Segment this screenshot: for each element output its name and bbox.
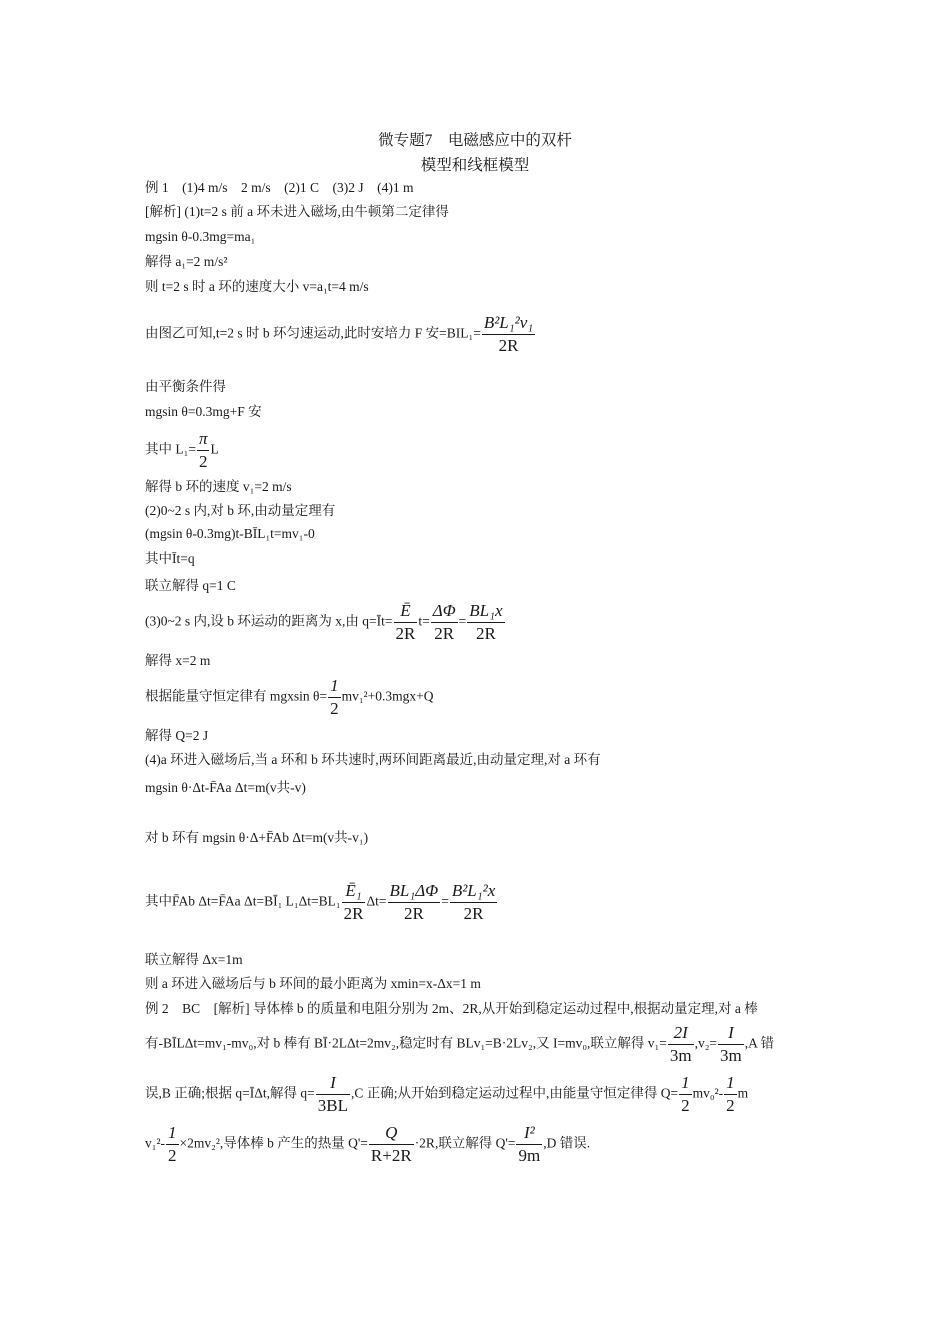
equation-text: = bbox=[441, 893, 449, 909]
fraction bbox=[197, 428, 210, 473]
fraction bbox=[450, 880, 498, 925]
fraction-numerator: 1 bbox=[724, 1072, 737, 1095]
equation-text: 有-BĪLΔt=mv₁-mv₀,对 b 棒有 BĪ·2LΔt=2mv₂,稳定时有 BLv₁=B·2Lv₂,又 I=mv₀,联立解得 v₁= bbox=[145, 1035, 667, 1051]
equation-text: 其中 L₁= bbox=[145, 441, 196, 457]
fraction bbox=[668, 1022, 694, 1067]
equation-text: m bbox=[737, 1085, 749, 1101]
equation-text: = bbox=[458, 613, 467, 629]
equation-text: ,A 错 bbox=[744, 1035, 775, 1051]
fraction-denominator: 2R bbox=[463, 904, 484, 923]
equation-text: ,C 正确;从开始到稳定运动过程中,由能量守恒定律得 Q= bbox=[351, 1085, 679, 1101]
equation-line: 联立解得 Δx=1m bbox=[145, 952, 243, 967]
fraction-denominator: 3m bbox=[720, 1046, 742, 1065]
fraction bbox=[342, 880, 366, 925]
fraction-numerator: 1 bbox=[679, 1072, 692, 1095]
fraction bbox=[369, 1122, 414, 1167]
equation-line: 解得 x=2 m bbox=[145, 653, 211, 668]
equation-text: 误,B 正确;根据 q=ĪΔt,解得 q= bbox=[145, 1085, 315, 1101]
equation-line-charge bbox=[145, 600, 506, 645]
equation-text: mv₁²+0.3mgx+Q bbox=[341, 688, 434, 704]
equation-line-l1 bbox=[145, 428, 219, 473]
fraction-denominator: 2 bbox=[726, 1096, 735, 1115]
example2-line-2 bbox=[145, 1022, 774, 1067]
equation-text: L bbox=[210, 441, 219, 457]
fraction-denominator: 2 bbox=[681, 1096, 690, 1115]
fraction-denominator: 2 bbox=[330, 699, 339, 718]
fraction-denominator: 3m bbox=[669, 1046, 692, 1065]
equation-line-energy bbox=[145, 675, 433, 720]
equation-text: ·2R,联立解得 Q'= bbox=[414, 1135, 516, 1151]
equation-line: 联立解得 q=1 C bbox=[145, 578, 236, 593]
equation-text: ,v₂= bbox=[694, 1035, 718, 1051]
jiexi-label: [解析] (1) bbox=[145, 204, 201, 219]
title-line-1: 微专题7 电磁感应中的双杆 bbox=[378, 132, 572, 149]
fraction-denominator: 2 bbox=[168, 1146, 177, 1165]
equation-line: 由平衡条件得 bbox=[145, 379, 226, 394]
example2-line-3 bbox=[145, 1072, 748, 1117]
equation-line: 其中Īt=q bbox=[145, 551, 195, 566]
equation-line: 解得 b 环的速度 v₁=2 m/s bbox=[145, 479, 292, 494]
jiexi-text: t=2 s 前 a 环未进入磁场,由牛顿第二定律得 bbox=[200, 204, 449, 219]
equation-line: (2)0~2 s 内,对 b 环,由动量定理有 bbox=[145, 503, 336, 518]
fraction bbox=[516, 1122, 542, 1167]
fraction bbox=[316, 1072, 350, 1117]
fraction-numerator: 1 bbox=[328, 675, 341, 698]
fraction bbox=[431, 600, 458, 645]
fraction bbox=[724, 1072, 737, 1117]
fraction-denominator: 2R bbox=[476, 624, 496, 643]
fraction bbox=[328, 675, 341, 720]
equation-line: (4)a 环进入磁场后,当 a 环和 b 环共速时,两环间距离最近,由动量定理,对 a 环有 bbox=[145, 752, 601, 767]
example1-jiexi-line bbox=[145, 202, 449, 222]
fraction-numerator: B²L₁²x bbox=[450, 880, 498, 903]
equation-text: Δt= bbox=[366, 893, 387, 909]
equation-text: v₁²- bbox=[145, 1135, 165, 1151]
fraction bbox=[388, 880, 441, 925]
fraction-denominator: 3BL bbox=[317, 1096, 349, 1115]
equation-line: mgsin θ=0.3mg+F 安 bbox=[145, 404, 262, 419]
fraction-numerator: I bbox=[316, 1072, 350, 1095]
equation-line: mgsin θ-0.3mg=ma₁ bbox=[145, 229, 256, 244]
fraction-numerator: π bbox=[197, 428, 210, 451]
fraction-numerator: BL₁x bbox=[467, 600, 504, 623]
fraction bbox=[482, 312, 535, 357]
equation-text: 根据能量守恒定律有 mgxsin θ= bbox=[145, 688, 328, 704]
fraction bbox=[166, 1122, 179, 1167]
equation-line: 对 b 环有 mgsin θ·Δ+F̄Ab Δt=m(v共-v₁) bbox=[145, 830, 369, 845]
example1-answer: 例 1 (1)4 m/s 2 m/s (2)1 C (3)2 J (4)1 m bbox=[145, 180, 414, 195]
equation-text: 其中F̄Ab Δt=F̄Aa Δt=BĪ₁ L₁Δt=BL₁ bbox=[145, 893, 341, 909]
equation-text: (3)0~2 s 内,设 b 环运动的距离为 x,由 q=Īt= bbox=[145, 613, 393, 629]
equation-line-ampere-force bbox=[145, 312, 536, 357]
equation-line: 解得 Q=2 J bbox=[145, 728, 209, 743]
equation-line: (mgsin θ-0.3mg)t-BĪL₁t=mv₁-0 bbox=[145, 526, 315, 541]
fraction-denominator: 2R bbox=[498, 336, 519, 355]
fraction bbox=[679, 1072, 692, 1117]
fraction bbox=[467, 600, 504, 645]
fraction-numerator: Ē₁ bbox=[342, 880, 366, 903]
fraction-numerator: ΔΦ bbox=[431, 600, 458, 623]
equation-text: 由图乙可知,t=2 s 时 b 环匀速运动,此时安培力 F 安=BIL₁= bbox=[145, 325, 481, 341]
fraction-numerator: B²L₁²v₁ bbox=[482, 312, 535, 335]
equation-text: t= bbox=[418, 613, 430, 629]
title-line-2: 模型和线框模型 bbox=[420, 157, 530, 174]
fraction-denominator: 2R bbox=[434, 624, 455, 643]
fraction-denominator: 2R bbox=[343, 904, 364, 923]
fraction-numerator: 1 bbox=[166, 1122, 179, 1145]
example2-line-1: 例 2 BC [解析] 导体棒 b 的质量和电阻分别为 2m、2R,从开始到稳定运动过程中,根据动量定理,对 a 棒 bbox=[145, 1001, 758, 1016]
equation-text: ×2mv₂²,导体棒 b 产生的热量 Q'= bbox=[179, 1135, 368, 1151]
fraction-numerator: BL₁ΔΦ bbox=[388, 880, 441, 903]
fraction-numerator: I² bbox=[516, 1122, 542, 1145]
fraction-denominator: 2R bbox=[395, 624, 416, 643]
example2-line-4 bbox=[145, 1122, 590, 1167]
fraction-numerator: Q bbox=[369, 1122, 414, 1145]
equation-line: mgsin θ·Δt-F̄Aa Δt=m(v共-v) bbox=[145, 780, 306, 795]
fraction-denominator: R+2R bbox=[370, 1146, 412, 1165]
fraction bbox=[718, 1022, 744, 1067]
equation-line: 则 a 环进入磁场后与 b 环间的最小距离为 xmin=x-Δx=1 m bbox=[145, 976, 481, 991]
fraction-numerator: Ē bbox=[394, 600, 418, 623]
equation-line: 则 t=2 s 时 a 环的速度大小 v=a₁t=4 m/s bbox=[145, 279, 369, 294]
equation-text: mv₀²- bbox=[692, 1085, 724, 1101]
equation-text: ,D 错误. bbox=[543, 1135, 591, 1151]
fraction bbox=[394, 600, 418, 645]
fraction-denominator: 2 bbox=[198, 452, 208, 471]
fraction-numerator: I bbox=[718, 1022, 744, 1045]
equation-line: 解得 a₁=2 m/s² bbox=[145, 254, 228, 269]
fraction-denominator: 2R bbox=[403, 904, 424, 923]
fraction-denominator: 9m bbox=[518, 1146, 541, 1165]
fraction-numerator: 2I bbox=[668, 1022, 694, 1045]
equation-line-impulse bbox=[145, 880, 498, 925]
